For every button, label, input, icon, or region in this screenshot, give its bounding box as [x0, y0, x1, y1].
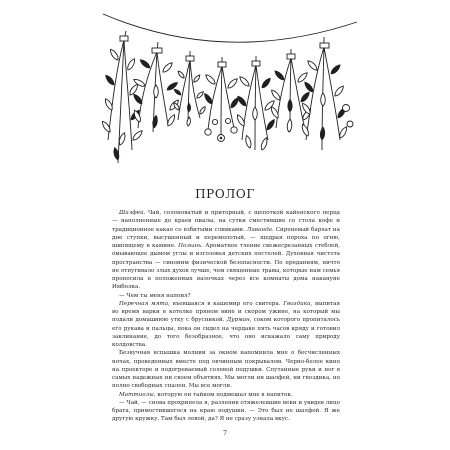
herb-bunch-4 — [203, 57, 241, 142]
text-span: , которую он тайком подмешал мне в напиток. — [153, 391, 293, 398]
herb-name: Дурман — [226, 317, 250, 324]
herb-name: Шалфей — [119, 210, 144, 216]
herb-name: Перечная мята — [119, 300, 169, 307]
herb-bunch-2 — [132, 42, 180, 132]
herb-name: Лаванда — [246, 226, 272, 233]
herb-name: Полынь — [178, 243, 202, 249]
herb-bunch-6 — [270, 49, 313, 132]
paragraph — [112, 391, 340, 399]
text-span: , соком которого пропиталось его рукава и пальцы, пока он сидел на чердаке пять часов кряду и готовил заклинание, до того безобразное, что оно искажало саму природу колдовства. — [112, 317, 340, 348]
drying-string — [103, 14, 357, 42]
text-span: . Сиреневый бархат на дне ступки, высушенный и перемолотый, — щедрая пороха по огню, шипящему в камине. — [112, 226, 340, 249]
herb-name: Гвоздика — [283, 300, 311, 307]
herbs-illustration — [0, 0, 450, 185]
herb-bunch-3 — [172, 51, 206, 126]
text-span: . Чай, солоноватый и приторный, с щепоткой кайенского перца — наполненные до краев пиалы, на сутки сместившие со стола кофе и традиционное какао со взбитыми сливками. — [112, 210, 340, 233]
page-number: 7 — [223, 430, 227, 437]
chapter-title: ПРОЛОГ — [195, 187, 255, 201]
herb-bunch-5 — [236, 56, 277, 151]
text-span: , въевшаяся в кашемир его свитера. — [168, 300, 284, 307]
text-span: — Чай, — снова прохрипела я, разлепив отяжелевшие веки и увидев лицо брата, примостившегося на краю подушки. — Это был не шалфей. Я же другую кружку. Там был левой, да? Я не сразу узнала вкус. — [112, 399, 340, 423]
paragraph — [112, 399, 340, 424]
text-span: . Ароматное тление свежесрезанных стеблей, омывающее дымом углы и изголовья детских постелей. Духовная чистота пространства — синоним физической безопасности. По преданиям, ничто не отпугивало злых духов лучше, чем священные травы, которые нам семья проносила в положенных валочках через все комнаты дома накануне Имболка. — [112, 243, 340, 291]
paragraph — [112, 209, 340, 292]
herb-name: Маттиолы — [119, 391, 154, 398]
paragraph — [112, 300, 340, 350]
paragraph — [112, 349, 340, 390]
text-span: , выпитая во время варки в котелке пряном вине и скором ужине, на который мы подали домашнюю утку с брусникой. — [112, 300, 341, 324]
text-span: Безвучная вспышка молнии за окном напомнила мне о бесчисленных ночах, проведенных вместе под овчинным покрывалом. Черно-белое кино на проекторе и подогреваемый солевой подушки. Спутанные руки и ног в самых надежных ни своем объятиях. Мы могли ни шалфей, ни гвоздика, но полно свободных спален. Мы все могли. — [112, 350, 340, 390]
paragraph — [112, 292, 340, 300]
body-text — [112, 209, 340, 424]
text-span: — Чем ты меня напоил? — [119, 292, 191, 299]
